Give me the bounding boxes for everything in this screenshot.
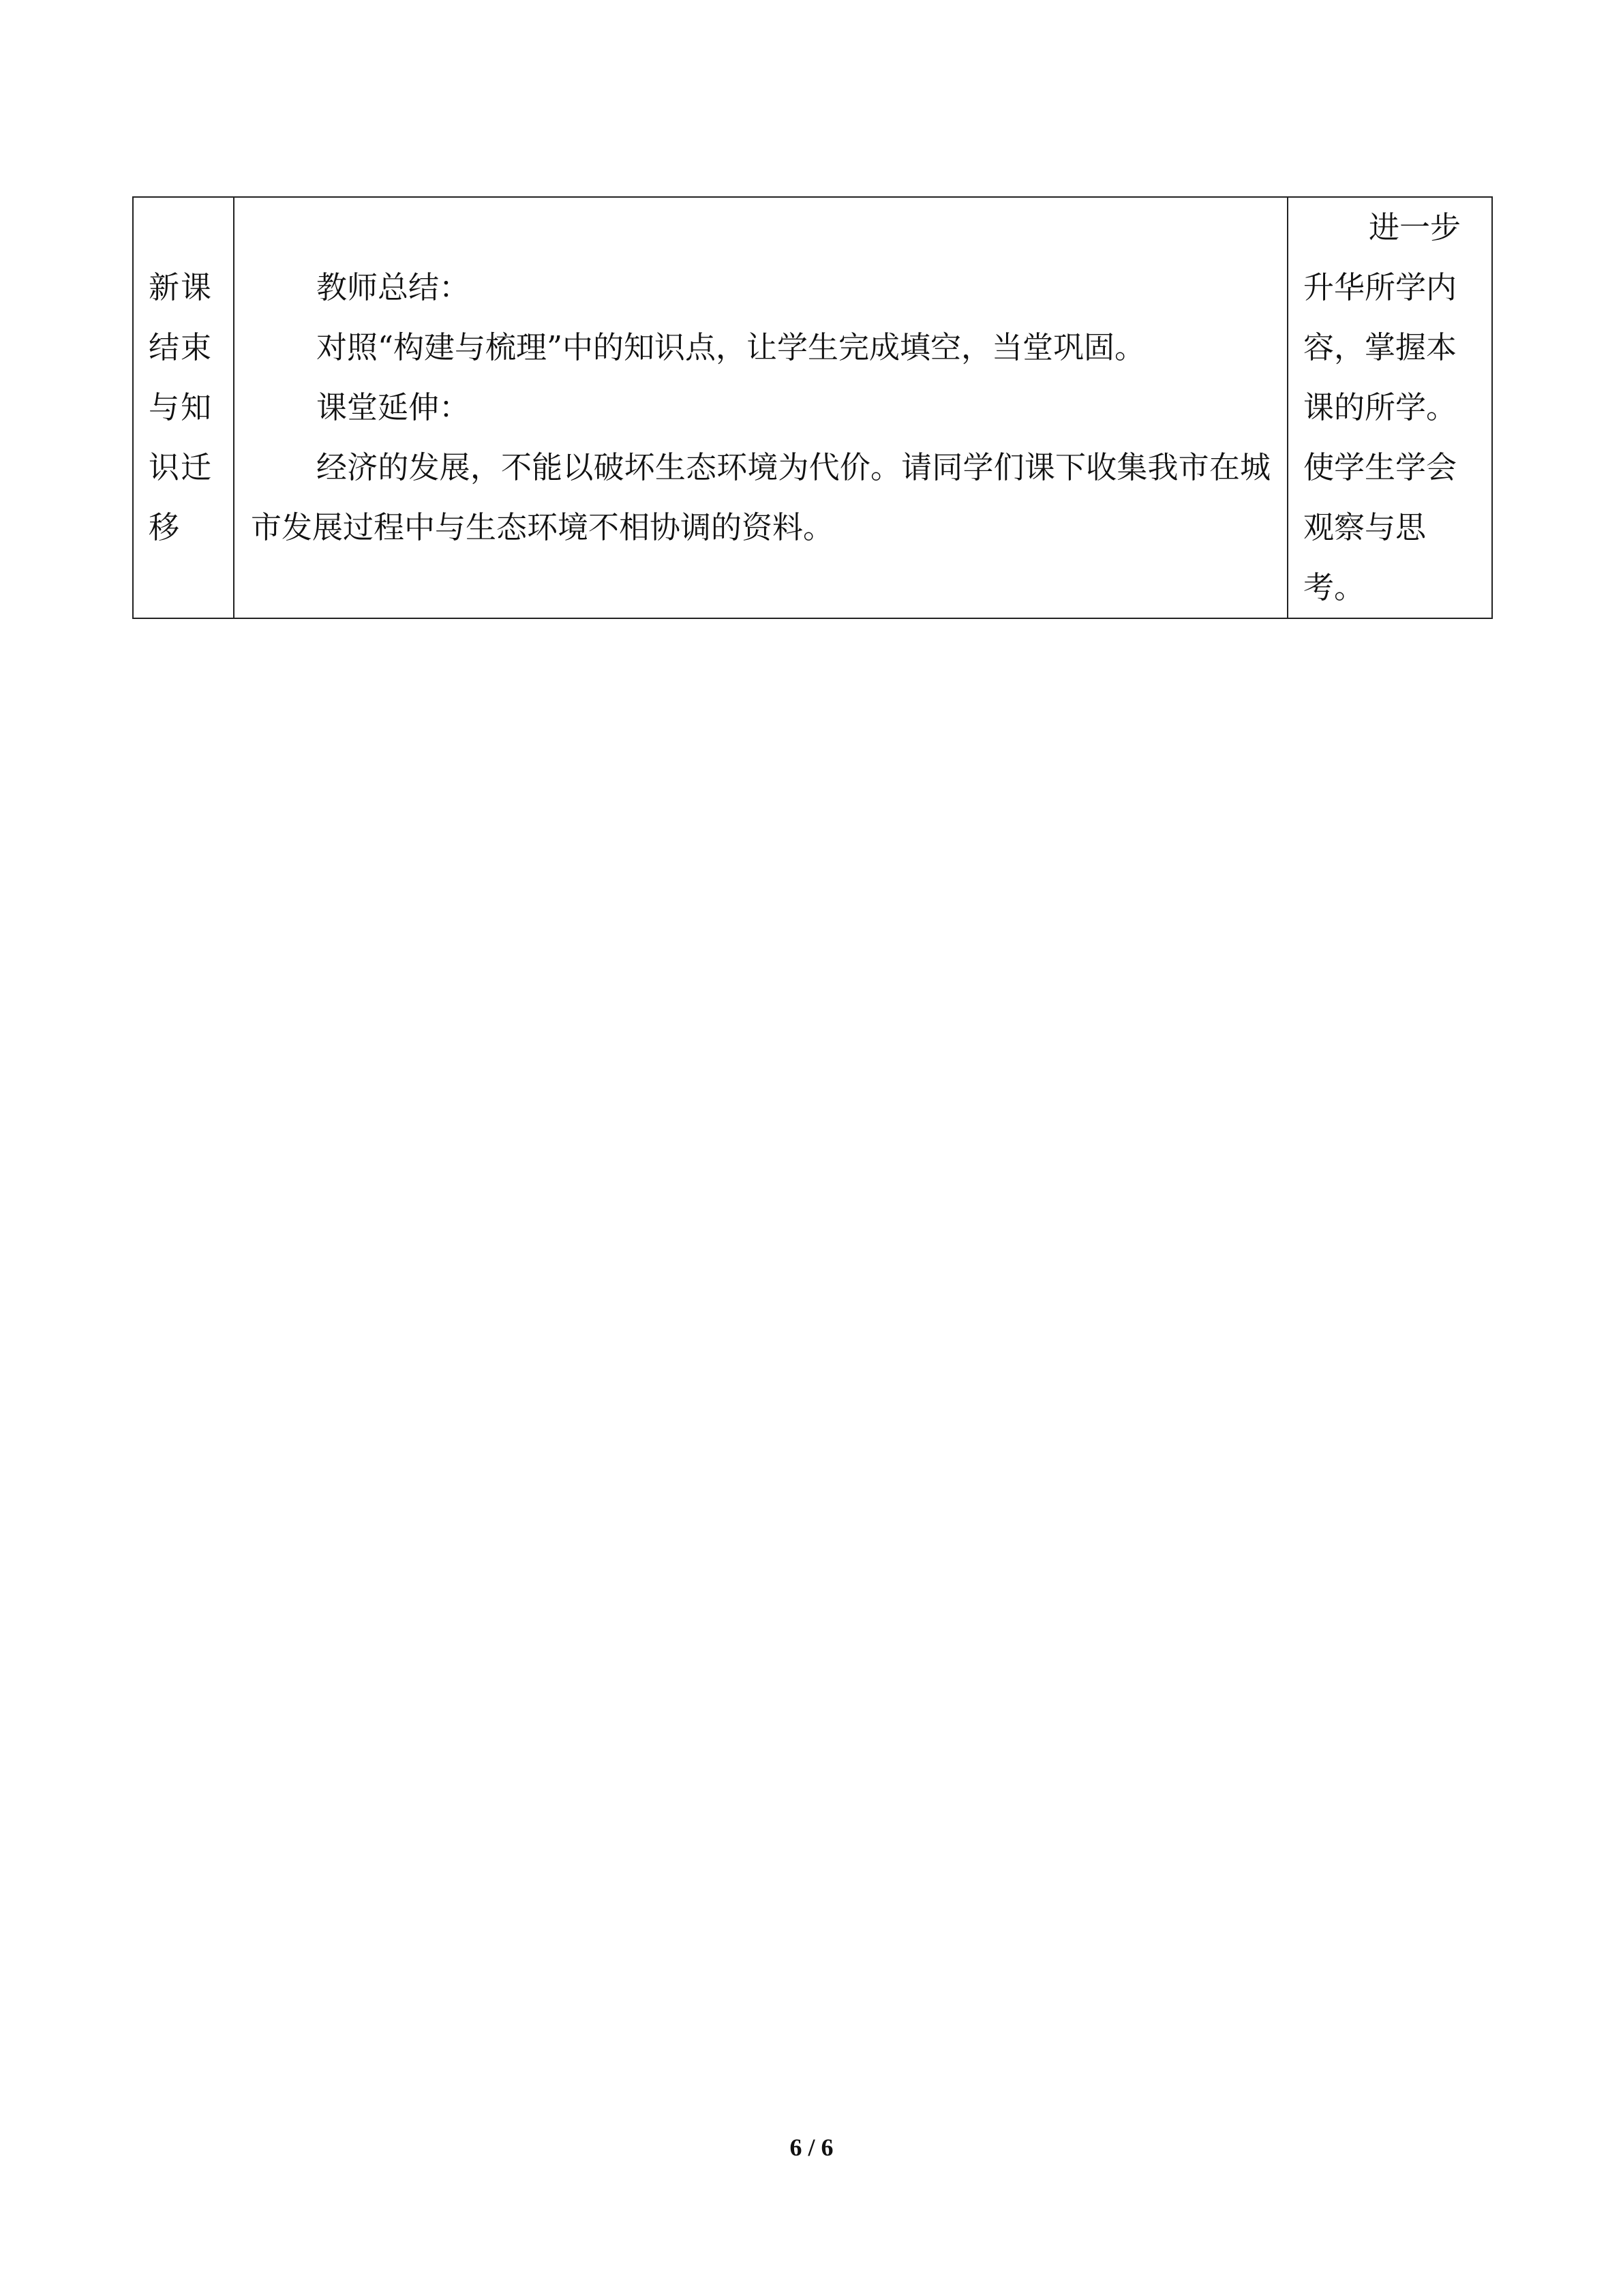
summary-heading: 教师总结： [316,269,470,305]
table-row [133,197,1492,618]
purpose-cell [1288,197,1492,618]
lesson-plan-table [132,196,1493,619]
extension-text: 经济的发展，不能以破坏生态环境为代价。请同学们课下收集我市在城市发展过程中与生态环境不相协调的资料。 [251,449,1271,545]
content-cell [234,197,1288,618]
summary-text: 对照“构建与梳理”中的知识点，让学生完成填空，当堂巩固。 [316,329,1146,365]
extension-heading: 课堂延伸： [316,389,470,425]
stage-cell [133,197,234,618]
purpose-text: 进一步升华所学内容，掌握本课的所学。使学生学会观察与思考。 [1303,209,1461,605]
page-number: 6 / 6 [789,2134,834,2161]
stage-label: 新课结束与知识迁移 [149,269,213,545]
content-body [251,252,1271,563]
